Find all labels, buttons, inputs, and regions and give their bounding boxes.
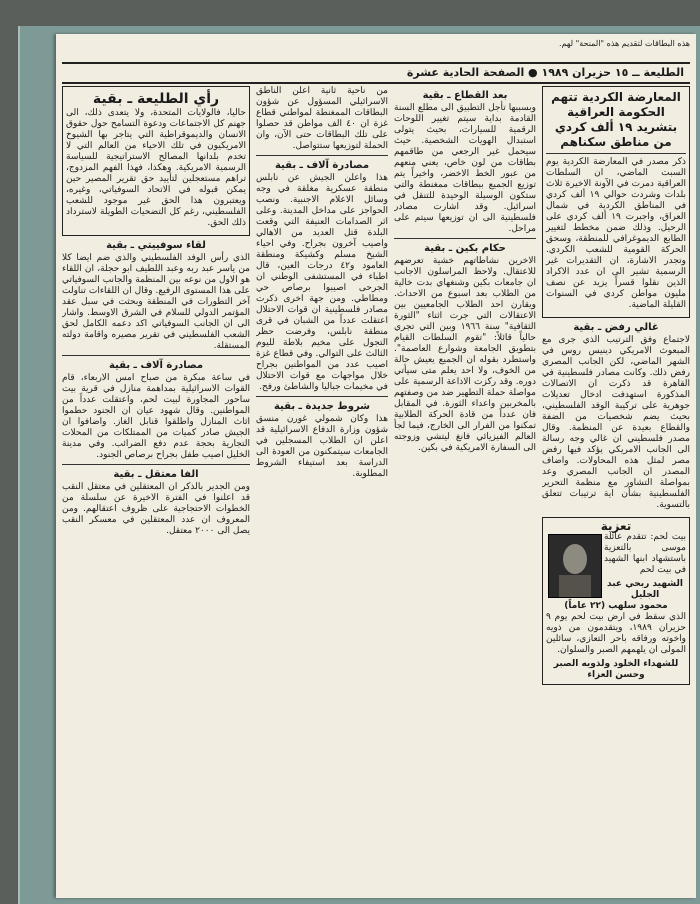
confiscation-body: هذا واعلن الجيش عن نابلس منطقة عسكرية مغلقة في وجه وسائل الاعلام الاجنبية. ونصب الحواجز على مداخل المدينة. وعلى اثر الصدامات العنيفة التي وقعت البلدة قتل العديد من الاهالي واصيب آخرون بجراح. وفي احياء الشيخ مسلم وكشيكة ومنطقة العامود و٤٢ درجات العين، قال اطباء في المستشفى الوطني ان الجرحى اصيبوا برصاص حي ومطاطي. ومن جهة اخرى ذكرت مصادر فلسطينية ان قوات الاحتلال اعتقلت عدداً من الشبان في قرى منطقة نابلس، وفرضت حظر التجول على مخيم بلاطة لليوم الثالث على التوالي. وفي قطاع غزة اصيب عدد من المواطنين بجراح خلال مواجهات مع قوات الاحتلال في مخيمات جباليا والشاطئ ورفح. xyxy=(256,173,388,392)
confiscation-body-2: في ساعة مبكرة من صباح امس الاربعاء، قام القوات الاسرائيلية بمداهمة منازل في قرية بيت ساحور المجاورة لبيت لحم، واعتقلت عدداً من المواطنين. وقال شهود عيان ان الجنود حطموا اثاث المنازل واطلقوا قنابل الغاز. واضافوا ان الجيش صادر كميات من الممتلكات من المحلات التجارية بحجة عدم دفع الضرائب. وفي مدينة الخليل اصيب طفل بجراح برصاص الجنود. xyxy=(62,373,250,460)
ghali-body: لاجتماع وفق الترتيب الذي جرى مع المبعوث الامريكي دينيس روس في الشهر الماضي، لكن الجانب المصري رفض ذلك. وكانت مصادر فلسطينية في القاهرة قد ذكرت ان الاتصالات المذكورة استهدفت ادخال تعديلات جوهرية على تركيبة الوفد الفلسطيني، بحيث يضم شخصيات من الضفة والقطاع بعيدة عن المنظمة. وقال مصدر فلسطيني ان غالي وجه رسالة الى الجانب الامريكي يؤكد فيها رفض مصر لمثل هذه المحاولات. واضاف المصدر ان الجانب المصري وعد بمواصلة التشاور مع منظمة التحرير الفلسطينية بشأن اية ترتيبات تتعلق بالتسوية. xyxy=(542,335,690,510)
soviet-meeting-body: الذي رأس الوفد الفلسطيني والذي ضم ايضا كلا من ياسر عبد ربه وعبد اللطيف ابو حجلة، ان اللقاء هو الاول من نوعه بين المنظمة والجانب السوفياتي على هذا المستوى الرفيع. وقال ان اللقاءات تناولت آخر التطورات في المنطقة وبحثت في سبل عقد المؤتمر الدولي للسلام في الشرق الاوسط. واشار الى ان الجانب السوفياتي اكد دعمه الكامل لحق الشعب الفلسطيني في تقرير مصيره واقامة دولته المستقلة. xyxy=(62,253,250,351)
column-1 xyxy=(542,86,690,898)
beijing-body: الاخرين نشاطاتهم خشية تعرضهم للاعتقال. ولاحظ المراسلون الاجانب ان جامعات بكين وشنغهاي بدت خالية من الطلاب بعد اسبوع من الاحداث. ويقارن احد الطلاب الجامعيين بين الاعتقالات التي جرت اثناء "الثورة الثقافية" سنة ١٩٦٦ وبين التي تجري حالياً قائلاً: "تقوم السلطات القيام بتطويق الجامعة وشوارع العاصمة". واستطرد بقوله ان الجميع يعيش حالة من الخوف، ولا احد يعلم متى سيأتي دوره. وقد ركزت الاذاعة الرسمية على مواصلة حملة التطهير ضد من وصفتهم بالمخربين واعداء الثورة. في المقابل فان عدداً من قادة الحركة الطلابية تمكنوا من الفرار الى الخارج، فيما لجأ العالم الفيزيائي فانغ ليتشي وزوجته الى السفارة الامريكية في بكين. xyxy=(394,256,536,453)
confiscation-headline-2: مصادرة آلاف ـ بقية xyxy=(108,360,204,371)
new-conditions-headline: شروط جديدة ـ بقية xyxy=(273,401,371,412)
cards-body: من ناحية ثانية اعلن الناطق الاسرائيلي المسؤول عن شؤون البطاقات الممغنطة لمواطني قطاع غزة ان ٤٠ الف مواطن قد حصلوا على تلك البطاقات حتى الآن، وان الحملة لتوزيعها ستتواصل. xyxy=(256,86,388,151)
condolence-intro: بيت لحم: تتقدم عائلة موسى بالتعزية باستشهاد ابنها الشهيد في بيت لحم xyxy=(604,532,686,575)
new-conditions-body: هذا وكان شمولي غورن منسق شؤون وزارة الدفاع الاسرائيلية قد اعلن ان الطلاب المسجلين في الجامعات سيتمكنون من العودة الى الدراسة بعد استيفاء الشروط المطلوبة. xyxy=(256,414,388,479)
top-note: هذه البطاقات لتقديم هذه "المنحة" لهم. xyxy=(559,39,690,48)
condolence-title: تعزية xyxy=(600,519,632,533)
martyr-name-2: محمود سلهب (٢٢ عاماً) xyxy=(564,601,668,611)
column-2 xyxy=(394,86,536,898)
newspaper-page xyxy=(56,34,696,898)
martyr-name: الشهيد ربحي عبد الجليل xyxy=(607,579,683,600)
condolence-box xyxy=(542,517,690,685)
detainees-body: ومن الجدير بالذكر ان المعتقلين في معتقل النقب قد اعلنوا في الفترة الاخيرة عن سلسلة من الخطوات الاحتجاجية على ظروف اعتقالهم. ومن المعروف ان عدد المعتقلين في معسكر النقب يصل الى ٢٠٠٠ معتقل. xyxy=(62,482,250,536)
gaza-headline: بعد القطاع ـ بقية xyxy=(422,90,508,101)
gaza-body: وبسببها تأجل التطبيق الى مطلع السنة القادمة بداية سيتم تغيير اللوحات الرقمية للسيارات، بحيث يتولى استبدال الهويات الشخصية. حيث سيحمل غير الرجعي من طاقمهم بطاقات من لون خاص، يعني منعهم من عبور الخط الاخضر، واخيراً يتم توزيع الجميع ببطاقات ممغنطة والتي ستكون الوسيلة الوحيدة للتنقل في اسرائيل. وقد اشارت مصادر فلسطينية الى ان توزيعها سيتم على مراحل. xyxy=(394,103,536,234)
confiscation-headline: مصادرة آلاف ـ بقية xyxy=(274,160,370,171)
kurdish-article-box xyxy=(542,86,690,318)
editorial-headline: رأي الطليعة ـ بقية xyxy=(92,91,220,107)
editorial-box xyxy=(62,86,250,236)
beijing-headline: حكام بكين ـ بقية xyxy=(424,243,506,254)
column-4 xyxy=(62,86,250,898)
detainees-headline: الفا معتقل ـ بقية xyxy=(113,469,199,480)
soviet-meeting-headline: لقاء سوفييتي ـ بقية xyxy=(106,240,206,251)
editorial-body: حاليا، فالولايات المتحدة، ولا يتعدى ذلك، الى جهنم كل الاجتماعات ودعوة التسامح حول حقوق الانسان والديموقراطية التي يتاجر بها الشيوخ الامريكيون في تلك الاحياء من العالم التي لا تخدم بلدانها المصالح الاستراتيجية للسياسة الرسمية الامريكية. وهكذا، فهذا الفهم المزدوج، تراهم مستعجلين لتأييد حق تقرير المصير حين يمكن قبوله في الاتحاد السوفياتي، وغيره، ويعتبرون هذا الحق غير موجود للشعب الفلسطيني، رغم كل التضحيات الطويلة لاسترداد ذلك الحق. xyxy=(66,108,246,228)
ghali-headline: غالي رفض ـ بقية xyxy=(573,322,659,333)
condolence-closing: للشهداء الخلود ولذويه الصبر وحسن العزاء xyxy=(553,659,679,680)
martyr-photo xyxy=(548,534,602,598)
condolence-text: الذي سقط في ارض بيت لحم يوم ٩ حزيران ١٩٨٩، ويتقدمون من ذويه واخوته ورفاقه باحر التعازي، سائلين المولى ان يلهمهم الصبر والسلوان. xyxy=(546,612,686,655)
column-3 xyxy=(256,86,388,898)
kurdish-article-headline: المعارضة الكردية تتهم الحكومة العراقية بتشريد ١٩ ألف كردي من مناطق سكناهم xyxy=(551,90,681,149)
kurdish-article-body: ذكر مصدر في المعارضة الكردية يوم السبت الماضي، ان السلطات العراقية دمرت في الآونة الاخيرة ثلاث بلدات وشردت حوالي ١٩ ألف كردي في المناطق الكردية في شمال العراق، واجبرت ١٩ ألف كردي على الرحيل. وذلك ضمن مخطط لتغيير الطابع الديموغرافي للمنطقة، وسحق الحركة القومية للشعب الكردي. وتجدر الاشارة، ان التقديرات غير الرسمية تشير الى ان عدد الاكراد الذين نقلوا قسراً يزيد عن نصف مليون مواطن كردي في السنوات القليلة الماضية. xyxy=(546,157,687,310)
page-header: الطليعة ــ ١٥ حزيران ١٩٨٩ ● الصفحة الحادية عشرة xyxy=(62,62,690,84)
